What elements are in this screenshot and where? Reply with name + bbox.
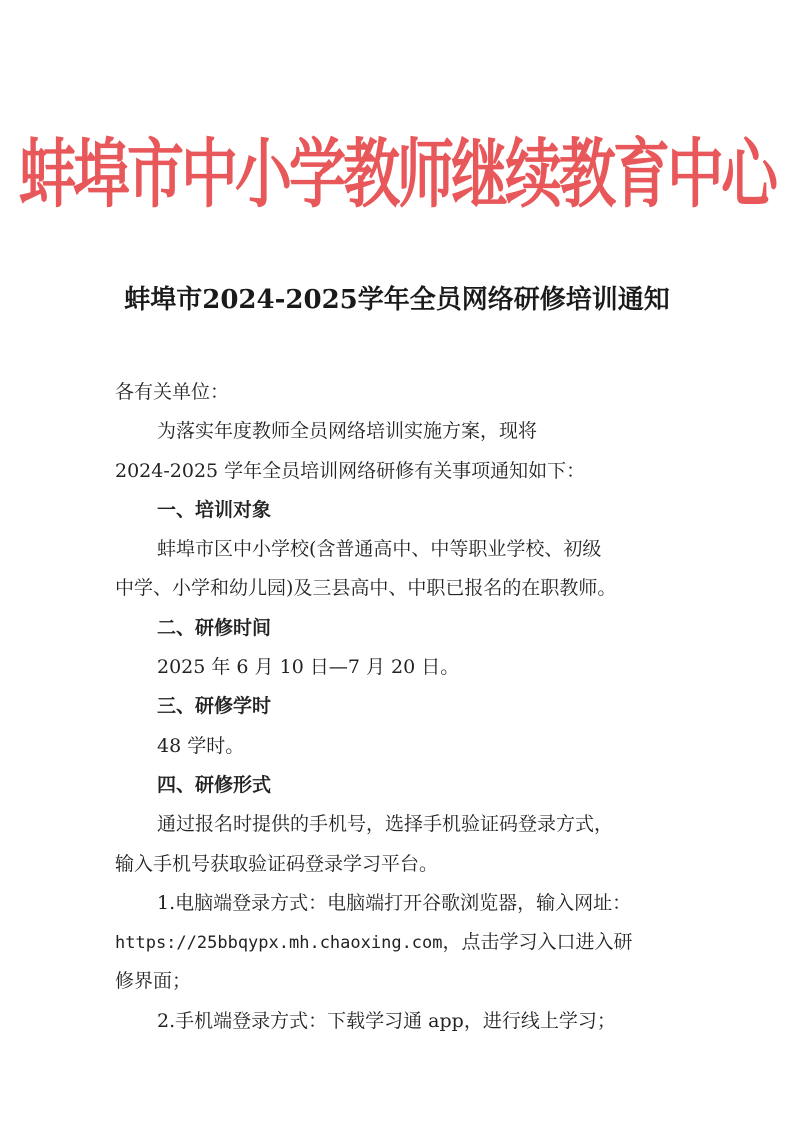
document-body <box>115 373 695 1041</box>
organization-name: 蚌埠市中小学教师继续教育中心 <box>19 131 775 219</box>
platform-url-link[interactable]: https://25bbqypx.mh.chaoxing.com <box>115 933 443 954</box>
section-4-item-1-after-url: ，点击学习入口进入研 <box>442 931 633 954</box>
section-4-line-2: 输入手机号获取验证码登录学习平台。 <box>115 852 439 875</box>
salutation: 各有关单位： <box>115 381 230 403</box>
section-2-heading: 二、研修时间 <box>157 616 272 639</box>
section-2-text: 2025 年 6 月 10 日—7 月 20 日。 <box>157 656 460 679</box>
section-4-line-1: 通过报名时提供的手机号，选择手机验证码登录方式， <box>157 813 614 836</box>
section-1-heading: 一、培训对象 <box>157 498 272 521</box>
organization-header <box>0 102 794 247</box>
section-4-item-1-line-3: 修界面； <box>115 970 192 993</box>
section-3-text: 48 学时。 <box>157 734 245 757</box>
section-4-heading: 四、研修形式 <box>157 773 272 796</box>
section-4-item-1-line-1: 1.电脑端登录方式：电脑端打开谷歌浏览器，输入网址： <box>157 891 632 914</box>
section-4-item-1-line-2 <box>115 923 695 962</box>
section-1-line-1: 蚌埠市区中小学校(含普通高中、中等职业学校、初级 <box>157 538 602 561</box>
section-3-heading: 三、研修学时 <box>157 695 272 718</box>
document-title: 蚌埠市2024-2025学年全员网络研修培训通知 <box>124 285 670 315</box>
section-1-line-2: 中学、小学和幼儿园)及三县高中、中职已报名的在职教师。 <box>115 577 617 600</box>
intro-line-1: 为落实年度教师全员网络培训实施方案，现将 <box>157 420 538 443</box>
intro-line-2: 2024-2025 学年全员培训网络研修有关事项通知如下： <box>115 459 586 482</box>
section-4-item-2: 2.手机端登录方式：下载学习通 app，进行线上学习； <box>157 1009 616 1032</box>
